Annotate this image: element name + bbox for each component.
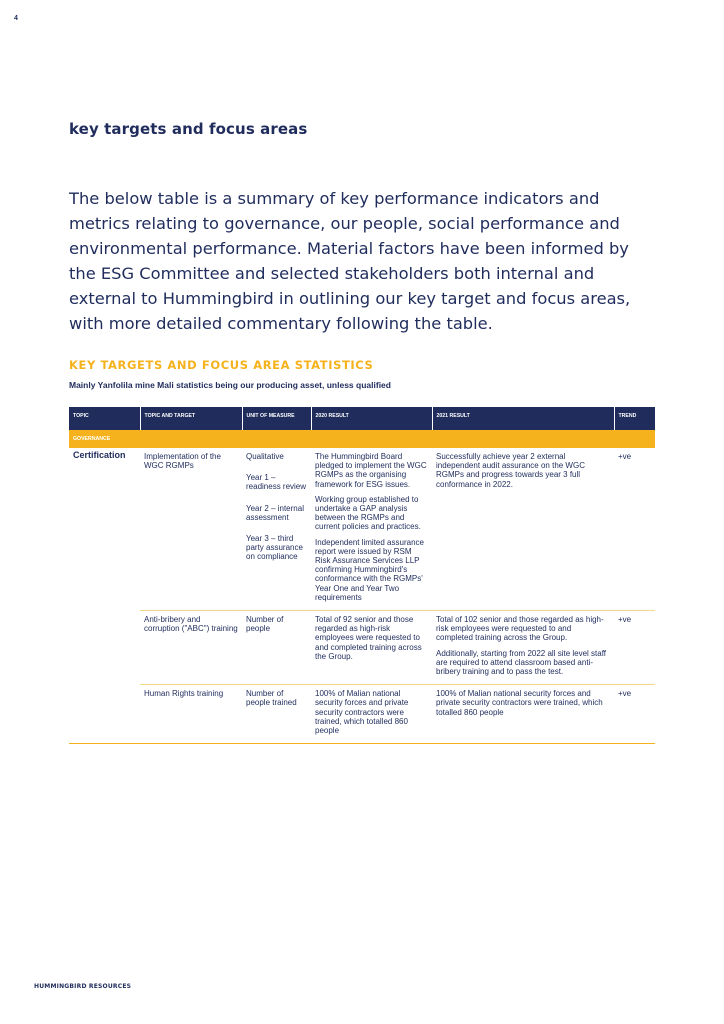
result-paragraph: Additionally, starting from 2022 all site level staff are required to attend classroom based anti-bribery training and to pass the test. [436, 648, 607, 677]
page-number: 4 [14, 15, 18, 22]
result-paragraph: 100% of Malian national security forces and private security contractors were trained, which totalled 860 people [436, 689, 603, 717]
unit-cell [242, 611, 311, 685]
result-2021-cell [432, 448, 614, 611]
trend-cell: +ve [614, 685, 655, 744]
table-row [69, 611, 655, 685]
table-row [69, 448, 655, 611]
header-topic: TOPIC [69, 407, 140, 430]
unit-cell [242, 448, 311, 611]
header-topic-and-target: TOPIC AND TARGET [140, 407, 242, 430]
result-2020-cell [311, 448, 432, 611]
topic-cell: Certification [73, 450, 126, 460]
unit-line: Year 3 – third party assurance on compliance [246, 534, 303, 562]
unit-line: Qualitative [246, 452, 284, 461]
result-paragraph: Successfully achieve year 2 external independent audit assurance on the WGC RGMPs and progress towards year 3 full conformance in 2022. [436, 452, 585, 489]
section-heading: key targets and focus areas [69, 120, 308, 138]
section-row-governance [69, 430, 655, 448]
header-2020-result: 2020 RESULT [311, 407, 432, 430]
table-header-row [69, 407, 655, 430]
result-2020-cell [311, 611, 432, 685]
intro-paragraph: The below table is a summary of key performance indicators and metrics relating to governance, our people, social performance and environmental performance. Material factors have been informed by the ESG Committee and selected stakeholders both internal and external to Hummingbird in outlining our key target and focus areas, with more detailed commentary following the table. [69, 189, 631, 333]
result-2020-cell [311, 685, 432, 744]
unit-line: Year 1 – readiness review [246, 473, 307, 492]
section-label: GOVERNANCE [69, 430, 655, 448]
header-trend: TREND [614, 407, 655, 430]
result-2021-cell [432, 611, 614, 685]
trend-cell: +ve [614, 611, 655, 685]
result-paragraph: Total of 92 senior and those regarded as high-risk employees were requested to and completed training across the Group. [315, 615, 422, 661]
stats-subheading: Mainly Yanfolila mine Mali statistics being our producing asset, unless qualified [69, 380, 391, 390]
result-paragraph: Independent limited assurance report were issued by RSM Risk Assurance Services LLP confirming Hummingbird's conformance with the RGMPs' Year One and Year Two requirements [315, 537, 424, 602]
footer-brand: HUMMINGBIRD RESOURCES [34, 983, 132, 990]
target-cell: Human Rights training [140, 685, 242, 744]
trend-cell: +ve [614, 448, 655, 611]
unit-line: Year 2 – internal assessment [246, 503, 304, 522]
table-row [69, 685, 655, 744]
stats-heading: KEY TARGETS AND FOCUS AREA STATISTICS [69, 358, 374, 372]
kpi-table [69, 407, 655, 744]
result-2021-cell [432, 685, 614, 744]
topic-cell [69, 611, 140, 685]
unit-line: Number of people [246, 615, 284, 634]
header-2021-result: 2021 RESULT [432, 407, 614, 430]
unit-line: Number of people trained [246, 689, 297, 708]
result-paragraph: The Hummingbird Board pledged to implement the WGC RGMPs as the organising framework for ESG issues. [315, 452, 427, 489]
target-cell: Implementation of the WGC RGMPs [140, 448, 242, 611]
result-paragraph: Total of 102 senior and those regarded as high-risk employees were requested to and completed training across the Group. [436, 615, 604, 643]
unit-cell [242, 685, 311, 744]
topic-cell [69, 685, 140, 744]
result-paragraph: Working group established to undertake a GAP analysis between the RGMPs and current policies and practices. [315, 494, 421, 532]
target-cell: Anti-bribery and corruption ("ABC") training [140, 611, 242, 685]
result-paragraph: 100% of Malian national security forces and private security contractors were trained, which totalled 860 people [315, 689, 409, 736]
header-unit-of-measure: UNIT OF MEASURE [242, 407, 311, 430]
